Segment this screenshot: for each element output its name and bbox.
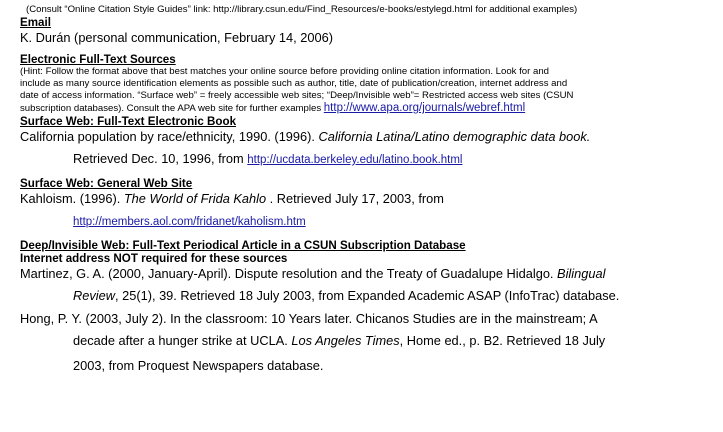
hong-citation-line	[20, 328, 723, 353]
kahloism-link[interactable]: http://members.aol.com/fridanet/kaholism.htm	[73, 216, 306, 228]
ucdata-link[interactable]: http://ucdata.berkeley.edu/latino.book.html	[247, 154, 463, 166]
citation-text: . Retrieved July 17, 2003, from	[266, 191, 444, 206]
hint-line: (Hint: Follow the format above that best matches your online source before providing online citation information. Look for and	[20, 66, 550, 77]
citation-text: Kahloism. (1996).	[20, 191, 124, 206]
citation-title: Los Angeles Times	[291, 333, 400, 348]
deep-web-subheading: Internet address NOT required for these sources	[20, 252, 288, 265]
site-citation-line	[20, 190, 723, 208]
citation-title: Review	[73, 288, 115, 303]
citation-text: Retrieved Dec. 10, 1996, from	[73, 151, 248, 166]
email-entry: K. Durán (personal communication, February 14, 2006)	[20, 30, 333, 45]
hong-citation-line: 2003, from Proquest Newspapers database.	[73, 358, 324, 373]
hong-citation-line: Hong, P. Y. (2003, July 2). In the classroom: 10 Years later. Chicanos Studies are in the mainstream; A	[20, 311, 598, 326]
hint-text: subscription databases). Consult the APA web site for further examples	[20, 103, 324, 114]
consult-note: (Consult “Online Citation Style Guides” link: http://library.csun.edu/Find_Resources/e-books/estylegd.html for additional examples)	[26, 4, 578, 15]
martinez-citation-line	[20, 265, 723, 283]
apa-link[interactable]: http://www.apa.org/journals/webref.html	[323, 102, 526, 114]
citation-text: , Home ed., p. B2. Retrieved 18 July	[399, 333, 606, 348]
hint-paragraph	[20, 66, 723, 115]
citation-title: The World of Frida Kahlo	[123, 191, 267, 206]
surface-site-heading: Surface Web: General Web Site	[20, 177, 193, 190]
citation-title: California Latina/Latino demographic data book.	[318, 129, 591, 144]
site-citation-line	[20, 208, 723, 235]
email-heading: Email	[20, 16, 51, 29]
hint-line: include as many source identification elements as possible such as author, title, date of publication/creation, internet address and	[20, 78, 568, 89]
surface-book-heading: Surface Web: Full-Text Electronic Book	[20, 115, 237, 128]
hint-line: date of access information. “Surface web” = freely accessible web sites; “Deep/Invisible web”= Restricted access web sites (CSUN	[20, 90, 574, 101]
citation-text: California population by race/ethnicity, 1990. (1996).	[20, 129, 319, 144]
deep-web-heading: Deep/Invisible Web: Full-Text Periodical Article in a CSUN Subscription Database	[20, 239, 466, 252]
citation-text: Martinez, G. A. (2000, January-April). Dispute resolution and the Treaty of Guadalupe Hidalgo.	[20, 266, 558, 281]
book-citation-line	[20, 128, 723, 146]
citation-text: decade after a hunger strike at UCLA.	[73, 333, 292, 348]
book-citation-line	[20, 146, 723, 173]
citation-text: , 25(1), 39. Retrieved 18 July 2003, from Expanded Academic ASAP (InfoTrac) database.	[114, 288, 620, 303]
martinez-citation-line	[20, 283, 723, 308]
citation-title: Bilingual	[557, 266, 606, 281]
electronic-heading: Electronic Full-Text Sources	[20, 53, 176, 66]
hint-line	[20, 102, 723, 115]
